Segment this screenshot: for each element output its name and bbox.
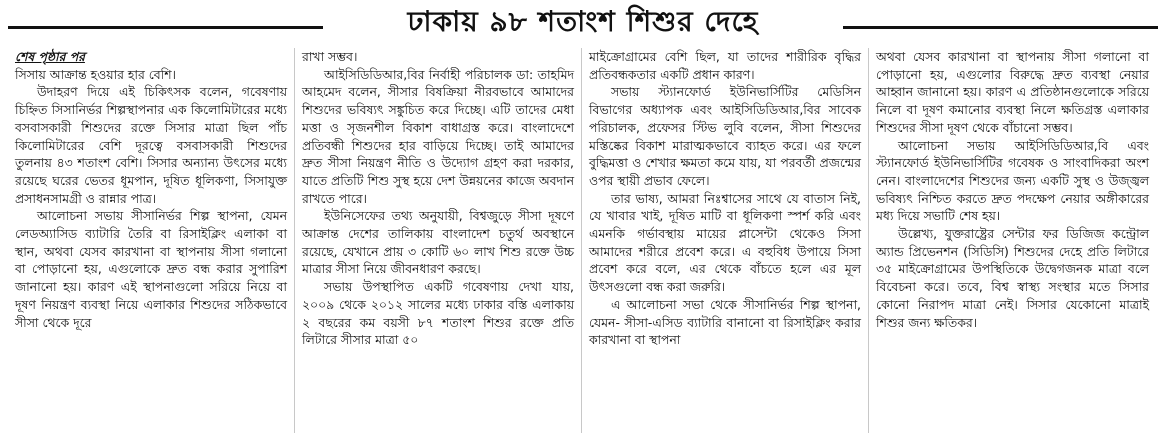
paragraph: উল্লেখ্য, যুক্তরাষ্ট্রের সেন্টার ফর ডিজিজ কন্ট্রোল অ্যান্ড প্রিভেনশন (সিডিসি) শিশুদের দেহে প্রতি লিটারে ৩৫ মাইক্রোগ্রামের উপস্থিতিকে উদ্বেগজনক মাত্রা বলে বিবেচনা করে। তবে, বিশ্ব স্বাস্থ্য সংস্থার মতে সিসার কোনো নিরাপদ মাত্রা নেই। সিসার যেকোনো মাত্রাই শিশুর জন্য ক্ষতিকর। [876,226,1149,330]
paragraph: অথবা যেসব কারখানা বা স্থাপনায় সীসা গলানো বা পোড়ানো হয়, এগুলোর বিরুদ্ধে দ্রুত ব্যবস্থা নেয়ার আহ্বান জানানো হয়। কারণ এ প্রতিষ্ঠানগুলোকে সরিয়ে নিলে বা দূষণ কমানোর ব্যবস্থা নিলে ক্ষতিগ্রস্ত এলাকার শিশুদের সীসা দূষণ থেকে বাঁচানো সম্ভব। [876,49,1149,135]
paragraph: উদাহরণ দিয়ে এই চিকিৎসক বলেন, গবেষণায় চিহ্নিত সিসানির্ভর শিল্পস্থাপনার এক কিলোমিটারের মধ্যে বসবাসকারী শিশুদের রক্তে সিসার মাত্রা ছিল পাঁচ কিলোমিটারের বেশি দূরত্বে বসবাসকারী শিশুদের তুলনায় ৪৩ শতাংশ বেশি। সিসার অন্যান্য উৎসের মধ্যে রয়েছে ঘরের ভেতর ধূমপান, দূষিত ধূলিকণা, সিসাযুক্ত প্রসাধনসামগ্রী ও রান্নার পাত্র। [15,84,287,206]
headline-rule-left [8,26,323,29]
paragraph: তার ভাষ্য, আমরা নিঃশ্বাসের সাথে যে বাতাস নিই, যে খাবার খাই, দূষিত মাটি বা ধূলিকণা স্পর্শ করি এবং এমনকি গর্ভাবস্থায় মায়ের প্লাসেন্টা থেকেও সিসা আমাদের শরীরে প্রবেশ করে। এ বহুবিধ উপায়ে সিসা প্রবেশ করে বলে, এর থেকে বাঁচতে হলে এর মূল উৎসগুলো বন্ধ করা জরুরি। [589,190,861,295]
article-column-1 [8,48,295,433]
article-headline: ঢাকায় ৯৮ শতাংশ শিশুর দেহে [407,5,759,38]
paragraph: রাখা সম্ভব। [302,49,358,64]
paragraph: সভায় স্ট্যানফোর্ড ইউনিভার্সিটির মেডিসিন বিভাগের অধ্যাপক এবং আইসিডিডিআর,বির সাবেক পরিচালক, প্রফেসর স্টিভ লুবি বলেন, সীসা শিশুদের মস্তিষ্কের বিকাশ মারাত্মকভাবে ব্যাহত করে। এর ফলে বুদ্ধিমত্তা ও শেখার ক্ষমতা কমে যায়, যা পরবর্তী প্রজন্মের ওপর স্থায়ী প্রভাব ফেলে। [589,84,861,188]
paragraph: ইউনিসেফের তথ্য অনুযায়ী, বিশ্বজুড়ে সীসা দূষণে আক্রান্ত দেশের তালিকায় বাংলাদেশ চতুর্থ অবস্থানে রয়েছে, যেখানে প্রায় ৩ কোটি ৬০ লাখ শিশু রক্তে উচ্চ মাত্রার সীসা নিয়ে জীবনধারণ করছে। [302,208,574,277]
article-column-2 [295,48,582,433]
paragraph: আইসিডিডিআর,বির নির্বাহী পরিচালক ডা: তাহমিদ আহমেদ বলেন, সীসার বিষক্রিয়া নীরবভাবে আমাদের শিশুদের ভবিষ্যৎ সঙ্কুচিত করে দিচ্ছে। এটি তাদের মেধা মত্তা ও সৃজনশীল বিকাশ বাধাগ্রস্ত করে। বাংলাদেশে প্রতিবন্ধী শিশুদের হার বাড়িয়ে দিচ্ছে। তাই আমাদের দ্রুত সীসা নিয়ন্ত্রণ নীতি ও উদ্যোগ গ্রহণ করা দরকার, যাতে প্রতিটি শিশু সুস্থ হয়ে দেশ উন্নয়নের কাজে অবদান রাখতে পারে। [302,66,574,206]
continued-from-label: শেষ পৃষ্ঠার পর [15,49,85,64]
paragraph: মাইক্রোগ্রামের বেশি ছিল, যা তাদের শারীরিক বৃদ্ধির প্রতিবন্ধকতার একটি প্রধান কারণ। [589,49,861,82]
article-column-3 [582,48,869,433]
paragraph: আলোচনা সভায় সীসানির্ভর শিল্প স্থাপনা, যেমন লেডঅ্যাসিড ব্যাটারি তৈরি বা রিসাইক্লিং এলাকা বা স্থান, অথবা যেসব কারখানা বা স্থাপনায় সীসা গলানো বা পোড়ানো হয়, এগুলোকে দ্রুত বন্ধ করার সুপারিশ জানানো হয়। কারণ এই স্থাপনাগুলো সরিয়ে নিয়ে বা দূষণ নিয়ন্ত্রণ ব্যবস্থা নিয়ে এলাকার শিশুদের সঠিকভাবে সীসা থেকে দূরে [15,208,287,330]
paragraph: এ আলোচনা সভা থেকে সীসানির্ভর শিল্প স্থাপনা, যেমন- সীসা-এসিড ব্যাটারি বানানো বা রিসাইক্লিং করার কারখানা বা স্থাপনা [589,296,861,348]
paragraph: সিসায় আক্রান্ত হওয়ার হার বেশি। [15,66,176,82]
article-column-4 [869,48,1156,433]
paragraph: আলোচনা সভায় আইসিডিডিআর,বি এবং স্ট্যানফোর্ড ইউনিভার্সিটির গবেষক ও সাংবাদিকরা অংশ নেন। বাংলাদেশের শিশুদের জন্য একটি সুস্থ ও উজ্জ্বল ভবিষ্যৎ নিশ্চিত করতে দ্রুত পদক্ষেপ নেয়ার অঙ্গীকারের মধ্য দিয়ে সভাটি শেষ হয়। [876,137,1149,224]
paragraph: সভায় উপস্থাপিত একটি গবেষণায় দেখা যায়, ২০০৯ থেকে ২০১২ সালের মধ্যে ঢাকার বস্তি এলাকায় ২ বছরের কম বয়সী ৮৭ শতাংশ শিশুর রক্তে প্রতি লিটারে সীসার মাত্রা ৫০ [302,279,574,348]
headline-band [0,0,1166,44]
article-body [8,48,1158,433]
headline-rule-right [843,26,1158,29]
